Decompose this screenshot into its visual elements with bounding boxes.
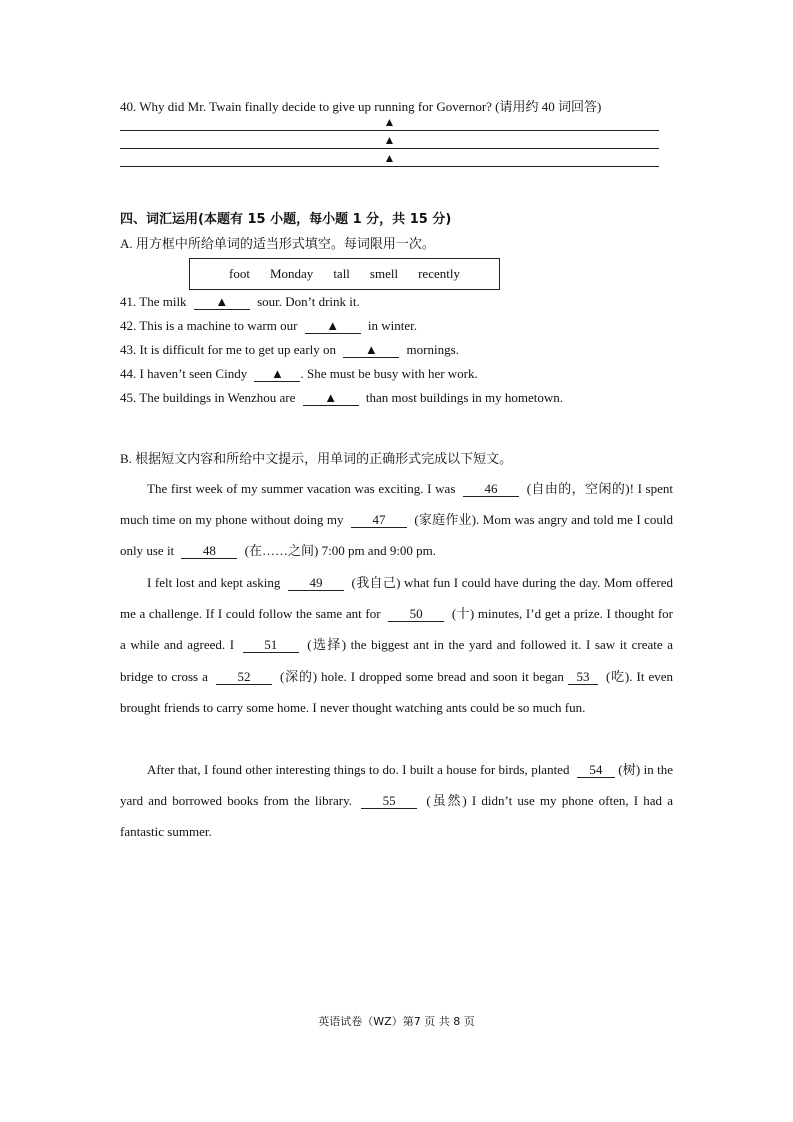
answer-marker: ▲ bbox=[383, 115, 396, 129]
question-40: 40. Why did Mr. Twain finally decide to give up running for Governor? (请用约 40 词回答) bbox=[120, 99, 602, 114]
part-a-instruction: A. 用方框中所给单词的适当形式填空。每词限用一次。 bbox=[120, 236, 435, 251]
fill-blank[interactable]: ▲ bbox=[305, 319, 361, 334]
word-item: foot bbox=[229, 266, 250, 281]
fill-blank[interactable]: ▲ bbox=[343, 343, 399, 358]
fill-blank-47[interactable]: 47 bbox=[351, 513, 407, 528]
passage-paragraph-2: I felt lost and kept asking 49 (我自己) what fun I could have during the day. Mom offered me a challenge. If I could follow the same ant for 50 (十) minutes, I’d get a prize. I thought for a while and agreed. I 51 (选择) the biggest ant in the yard and followed it. I saw it create a bridge to cross a 52 (深的) hole. I dropped some bread and soon it began 53 (吃). It even brought friends to carry some home. I never thought watching ants could be so much fun. bbox=[120, 575, 674, 715]
fill-blank-46[interactable]: 46 bbox=[463, 482, 519, 497]
fill-blank[interactable]: ▲ bbox=[303, 391, 359, 406]
fill-blank-50[interactable]: 50 bbox=[388, 607, 444, 622]
passage-paragraph-3: After that, I found other interesting things to do. I built a house for birds, planted 54 (树) in the yard and borrowed books from the library. 55 (虽然) I didn’t use my phone often, I had a fantastic summer. bbox=[120, 762, 674, 840]
word-item: Monday bbox=[269, 266, 314, 281]
word-item: tall bbox=[333, 266, 350, 281]
part-b-instruction: B. 根据短文内容和所给中文提示，用单词的正确形式完成以下短文。 bbox=[120, 451, 513, 466]
question-42: 42. This is a machine to warm our ▲ in winter. bbox=[120, 318, 418, 333]
fill-blank-48[interactable]: 48 bbox=[181, 544, 237, 559]
question-41: 41. The milk ▲ sour. Don’t drink it. bbox=[120, 294, 360, 309]
word-item: recently bbox=[418, 266, 460, 281]
section-heading: 四、词汇运用(本题有 15 小题，每小题 1 分，共 15 分) bbox=[120, 212, 452, 227]
page-footer: 英语试卷（WZ）第7 页 共 8 页 bbox=[318, 1015, 475, 1028]
fill-blank-52[interactable]: 52 bbox=[216, 670, 272, 685]
answer-line-3[interactable] bbox=[120, 150, 659, 167]
question-44: 44. I haven’t seen Cindy ▲ . She must be busy with her work. bbox=[120, 366, 478, 381]
fill-blank-51[interactable]: 51 bbox=[243, 638, 299, 653]
fill-blank-49[interactable]: 49 bbox=[288, 576, 344, 591]
answer-line-2[interactable] bbox=[120, 132, 659, 149]
fill-blank[interactable]: ▲ bbox=[194, 295, 250, 310]
word-box bbox=[189, 258, 500, 290]
fill-blank-55[interactable]: 55 bbox=[361, 794, 417, 809]
answer-line-1[interactable] bbox=[120, 114, 659, 131]
word-item: smell bbox=[369, 266, 399, 281]
fill-blank-53[interactable]: 53 bbox=[568, 670, 598, 685]
question-43: 43. It is difficult for me to get up early on ▲ mornings. bbox=[120, 342, 459, 357]
answer-marker: ▲ bbox=[383, 151, 396, 165]
question-45: 45. The buildings in Wenzhou are ▲ than most buildings in my hometown. bbox=[120, 390, 564, 405]
fill-blank[interactable]: ▲ bbox=[254, 367, 300, 382]
answer-marker: ▲ bbox=[383, 133, 396, 147]
passage-paragraph-1: The first week of my summer vacation was exciting. I was 46 (自由的，空闲的)! I spent much time on my phone without doing my 47 (家庭作业). Mom was angry and told me I could only use it 48 (在……之间) 7:00 pm and 9:00 pm. bbox=[120, 481, 673, 559]
fill-blank-54[interactable]: 54 bbox=[577, 763, 615, 778]
